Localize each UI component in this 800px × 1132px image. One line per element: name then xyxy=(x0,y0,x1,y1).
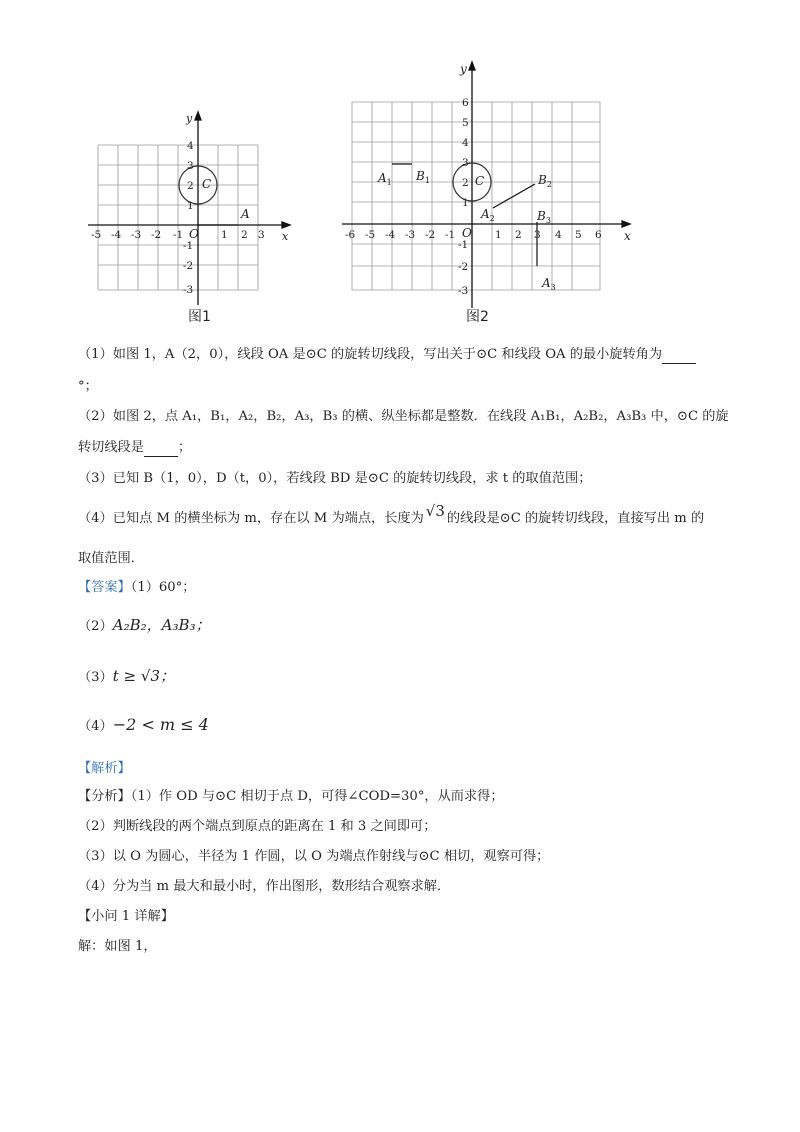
figure-1-grid xyxy=(98,145,258,290)
analysis-tag: 【解析】 xyxy=(78,761,131,776)
axis-y-label: y xyxy=(186,112,193,125)
question-2-line-2: 转切线段是 ； xyxy=(78,440,192,455)
y-tick: 3 xyxy=(462,157,469,169)
x-tick: 5 xyxy=(575,229,582,241)
y-tick: 4 xyxy=(462,137,469,149)
analysis-4: （4）分为当 m 最大和最小时，作出图形，数形结合观察求解． xyxy=(78,879,451,894)
x-tick: -1 xyxy=(173,229,184,241)
y-tick: 3 xyxy=(187,160,194,172)
x-tick: -3 xyxy=(405,229,416,241)
y-tick: -3 xyxy=(458,285,469,297)
x-tick: -4 xyxy=(385,229,396,241)
answer-4: （4）−2 < m ≤ 4 xyxy=(78,715,209,734)
label-a3: $A_3$ xyxy=(542,276,556,292)
answer-tag: 【答案】 xyxy=(78,580,131,595)
x-tick: 2 xyxy=(515,229,522,241)
analysis-1: 【分析】（1）作 OD 与⊙C 相切于点 D，可得∠COD=30°，从而求得； xyxy=(78,789,504,804)
x-tick: 6 xyxy=(595,229,602,241)
axis-x-label: x xyxy=(624,229,631,243)
x-tick: -1 xyxy=(445,229,456,241)
circle-c-label: C xyxy=(202,177,212,191)
axis-y-label: y xyxy=(460,62,467,76)
segment-a2b2 xyxy=(493,184,535,208)
y-tick: 2 xyxy=(462,177,469,189)
y-tick: -1 xyxy=(458,239,469,251)
question-1: （1）如图 1，A（2，0），线段 OA 是⊙C 的旋转切线段，写出关于⊙C 和线段 OA 的最小旋转角为 xyxy=(78,346,696,364)
x-tick: -5 xyxy=(91,229,102,241)
figure-2 xyxy=(338,58,638,313)
figure-2-axes xyxy=(342,62,630,308)
figure-2-grid xyxy=(352,102,600,290)
detail-tag: 【小问 1 详解】 xyxy=(78,909,174,924)
x-tick: 3 xyxy=(534,229,541,241)
label-a2: $A_2$ xyxy=(481,207,495,223)
answer-1: 【答案】（1）60°； xyxy=(78,580,196,595)
question-1-end: °； xyxy=(78,379,98,394)
figure-1-caption: 图1 xyxy=(188,309,211,325)
y-tick: -2 xyxy=(458,261,469,273)
y-tick: 2 xyxy=(187,180,194,192)
question-2-line-1: （2）如图 2，点 A₁，B₁，A₂，B₂，A₃，B₃ 的横、纵坐标都是整数．在线段 A₁B₁，A₂B₂，A₃B₃ 中，⊙C 的旋 xyxy=(78,409,729,424)
answer-blank xyxy=(662,349,696,364)
label-b1: $B_1$ xyxy=(416,169,430,185)
y-tick: 4 xyxy=(187,140,194,152)
x-tick: -2 xyxy=(425,229,436,241)
question-3: （3）已知 B（1，0），D（t，0），若线段 BD 是⊙C 的旋转切线段，求 t 的取值范围； xyxy=(78,471,592,486)
point-a-label: A xyxy=(241,207,250,221)
x-tick: -5 xyxy=(365,229,376,241)
y-tick: 5 xyxy=(462,117,469,129)
y-tick: 1 xyxy=(462,197,469,209)
analysis-2: （2）判断线段的两个端点到原点的距离在 1 和 3 之间即可； xyxy=(78,819,437,834)
y-tick: -3 xyxy=(183,284,194,296)
figure-2-caption: 图2 xyxy=(466,309,489,325)
answer-blank xyxy=(144,442,178,457)
y-tick: 6 xyxy=(462,97,469,109)
analysis-3: （3）以 O 为圆心，半径为 1 作圆，以 O 为端点作射线与⊙C 相切，观察可得； xyxy=(78,849,550,864)
answer-2: （2）A₂B₂，A₃B₃； xyxy=(78,616,211,634)
axis-x-label: x xyxy=(282,230,289,243)
x-tick: 1 xyxy=(221,229,228,241)
label-b2: $B_2$ xyxy=(538,173,552,189)
x-tick: -3 xyxy=(131,229,142,241)
x-tick: 1 xyxy=(495,229,502,241)
y-tick: -2 xyxy=(183,260,194,272)
label-b3: $B_3$ xyxy=(537,209,551,225)
x-tick: 4 xyxy=(555,229,562,241)
question-4-line-1: （4）已知点 M 的横坐标为 m，存在以 M 为端点，长度为 √3 的线段是⊙C 的旋转切线段，直接写出 m 的 xyxy=(78,502,705,526)
circle-c-label: C xyxy=(475,174,485,188)
sqrt-3: √3 xyxy=(425,502,445,520)
origin-label: O xyxy=(189,227,199,241)
question-4-line-2: 取值范围． xyxy=(78,551,144,566)
x-tick: -6 xyxy=(345,229,356,241)
detail-line: 解：如图 1， xyxy=(78,939,157,954)
x-tick: -4 xyxy=(111,229,122,241)
answer-3: （3）t ≥ √3； xyxy=(78,667,175,685)
figure-1 xyxy=(85,110,300,315)
origin-label: O xyxy=(462,226,472,240)
x-tick: -2 xyxy=(151,229,162,241)
y-tick: 1 xyxy=(187,200,194,212)
x-tick: 3 xyxy=(258,229,265,241)
label-a1: $A_1$ xyxy=(378,171,392,187)
x-tick: 2 xyxy=(241,229,248,241)
y-tick: -1 xyxy=(183,240,194,252)
